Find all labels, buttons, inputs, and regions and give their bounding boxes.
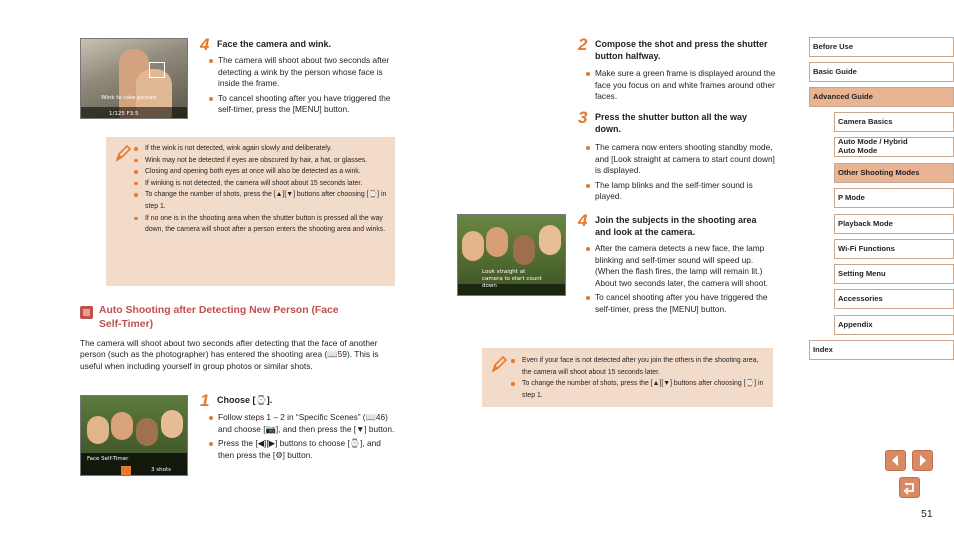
section-paragraph: The camera will shoot about two seconds after detecting that the face of another person (such as the photographer) has entered the shooting area (📖59). This is useful when including yourself in group photos or similar shots. <box>80 338 379 371</box>
nav-label: P Mode <box>838 192 865 202</box>
shots-count: 3 shots <box>151 467 171 473</box>
previous-page-button[interactable] <box>885 450 906 471</box>
note-box-1 <box>106 137 395 286</box>
face-frame <box>149 62 165 78</box>
note-item: To change the number of shots, press the [▲][▼] buttons after choosing [⌚] in step 1. <box>134 189 389 212</box>
nav-before-use[interactable] <box>809 37 954 57</box>
arrow-right-icon <box>913 451 932 470</box>
child-face-4 <box>161 410 183 438</box>
step-number: 1 <box>200 391 210 410</box>
step-3-bullets <box>586 142 776 206</box>
nav-label: Appendix <box>838 319 873 329</box>
nav-p-mode[interactable] <box>834 188 954 208</box>
nav-accessories[interactable] <box>834 289 954 309</box>
nav-label: Before Use <box>813 41 854 51</box>
note-2-list <box>511 355 767 401</box>
step-title: Face the camera and wink. <box>217 39 332 49</box>
note-item: To change the number of shots, press the [▲][▼] buttons after choosing [⌚] in step 1. <box>511 378 767 401</box>
return-icon <box>900 478 919 497</box>
child-face-2 <box>486 227 508 257</box>
step-number: 4 <box>578 211 588 230</box>
note-item: Wink may not be detected if eyes are obscured by hair, a hat, or glasses. <box>134 155 389 167</box>
bullet: To cancel shooting after you have triggered the self-timer, press the [MENU] button. <box>586 292 776 315</box>
step-1-bullets <box>209 412 399 464</box>
section-title: Auto Shooting after Detecting New Person (Face Self-Timer) <box>99 305 339 330</box>
nav-label: Auto Mode / Hybrid Auto Mode <box>838 137 908 155</box>
nav-camera-basics[interactable] <box>834 112 954 132</box>
bullet: Press the [◀][▶] buttons to choose [⌚], and then press the [⚙] button. <box>209 438 399 461</box>
nav-label: Basic Guide <box>813 66 857 76</box>
nav-label: Wi-Fi Functions <box>838 243 895 253</box>
face-self-timer-label: Face Self-Timer <box>87 456 129 462</box>
nav-label: Accessories <box>838 293 883 303</box>
page-number: 51 <box>921 508 933 520</box>
nav-index[interactable] <box>809 340 954 360</box>
countdown-photo <box>457 214 566 296</box>
nav-label: Playback Mode <box>838 218 893 228</box>
child-face-1 <box>87 416 109 444</box>
wink-caption: Wink to take picture <box>101 95 157 101</box>
note-item: Even if your face is not detected after you join the others in the shooting area, the camera will shoot about 15 seconds later. <box>511 355 767 378</box>
pencil-icon <box>114 143 132 163</box>
note-item: If winking is not detected, the camera will shoot about 15 seconds later. <box>134 178 389 190</box>
nav-setting-menu[interactable] <box>834 264 954 284</box>
return-button[interactable] <box>899 477 920 498</box>
bullet: To cancel shooting after you have triggered the self-timer, press the [MENU] button. <box>209 93 399 116</box>
bullet: After the camera detects a new face, the lamp blinking and self-timer sound will speed up. (When the flash fires, the lamp will remain lit.) About two seconds later, the camera will shoot. <box>586 243 776 289</box>
step-number: 3 <box>578 108 588 127</box>
child-face-2 <box>111 412 133 440</box>
nav-appendix[interactable] <box>834 315 954 335</box>
child-face-3 <box>136 418 158 446</box>
step-number: 4 <box>200 35 210 54</box>
arrow-left-icon <box>886 451 905 470</box>
nav-other-shooting-modes[interactable] <box>834 163 954 183</box>
note-item: If no one is in the shooting area when the shutter button is pressed all the way down, the camera will shoot after a person enters the shooting area and winks. <box>134 213 389 236</box>
nav-playback-mode[interactable] <box>834 214 954 234</box>
note-1-list <box>134 143 389 236</box>
nav-advanced-guide[interactable] <box>809 87 954 107</box>
wink-photo <box>80 38 188 119</box>
nav-label: Camera Basics <box>838 116 893 126</box>
step-title: Choose [⌚]. <box>217 395 273 405</box>
next-page-button[interactable] <box>912 450 933 471</box>
bullet: The camera will shoot about two seconds after detecting a wink by the person whose face is inside the frame. <box>209 55 399 90</box>
nav-label: Index <box>813 344 833 354</box>
step-title: Compose the shot and press the shutter button halfway. <box>595 39 768 61</box>
note-item: If the wink is not detected, wink again slowly and deliberately. <box>134 143 389 155</box>
pencil-icon <box>490 354 508 374</box>
nav-basic-guide[interactable] <box>809 62 954 82</box>
face-self-timer-photo <box>80 395 188 476</box>
nav-auto-mode[interactable] <box>834 137 954 157</box>
bullet: The camera now enters shooting standby mode, and [Look straight at camera to start count down] is displayed. <box>586 142 776 177</box>
section-marker-icon <box>80 306 93 319</box>
countdown-caption: Look straight at camera to start count down <box>482 269 542 289</box>
step-title: Press the shutter button all the way down. <box>595 112 748 134</box>
bullet: Make sure a green frame is displayed around the face you focus on and white frames around other faces. <box>586 68 776 103</box>
child-face-1 <box>462 231 484 261</box>
bullet: Follow steps 1 – 2 in “Specific Scenes” (📖46) and choose [📷], and then press the [▼] button. <box>209 412 399 435</box>
child-face-4 <box>539 225 561 255</box>
selected-mode-icon <box>121 466 131 475</box>
child-face-3 <box>513 235 535 265</box>
step-4-right-bullets <box>586 243 776 319</box>
nav-label: Setting Menu <box>838 268 886 278</box>
bullet: The lamp blinks and the self-timer sound is played. <box>586 180 776 203</box>
step-2-bullets <box>586 68 776 106</box>
nav-wifi-functions[interactable] <box>834 239 954 259</box>
exposure-info: 1/125 F3.5 <box>109 111 139 117</box>
nav-label: Other Shooting Modes <box>838 167 920 177</box>
step-4-left-bullets <box>209 55 399 119</box>
note-item: Closing and opening both eyes at once will also be detected as a wink. <box>134 166 389 178</box>
step-title: Join the subjects in the shooting area and look at the camera. <box>595 215 757 237</box>
note-box-2 <box>482 348 773 407</box>
nav-label: Advanced Guide <box>813 91 873 101</box>
step-number: 2 <box>578 35 588 54</box>
